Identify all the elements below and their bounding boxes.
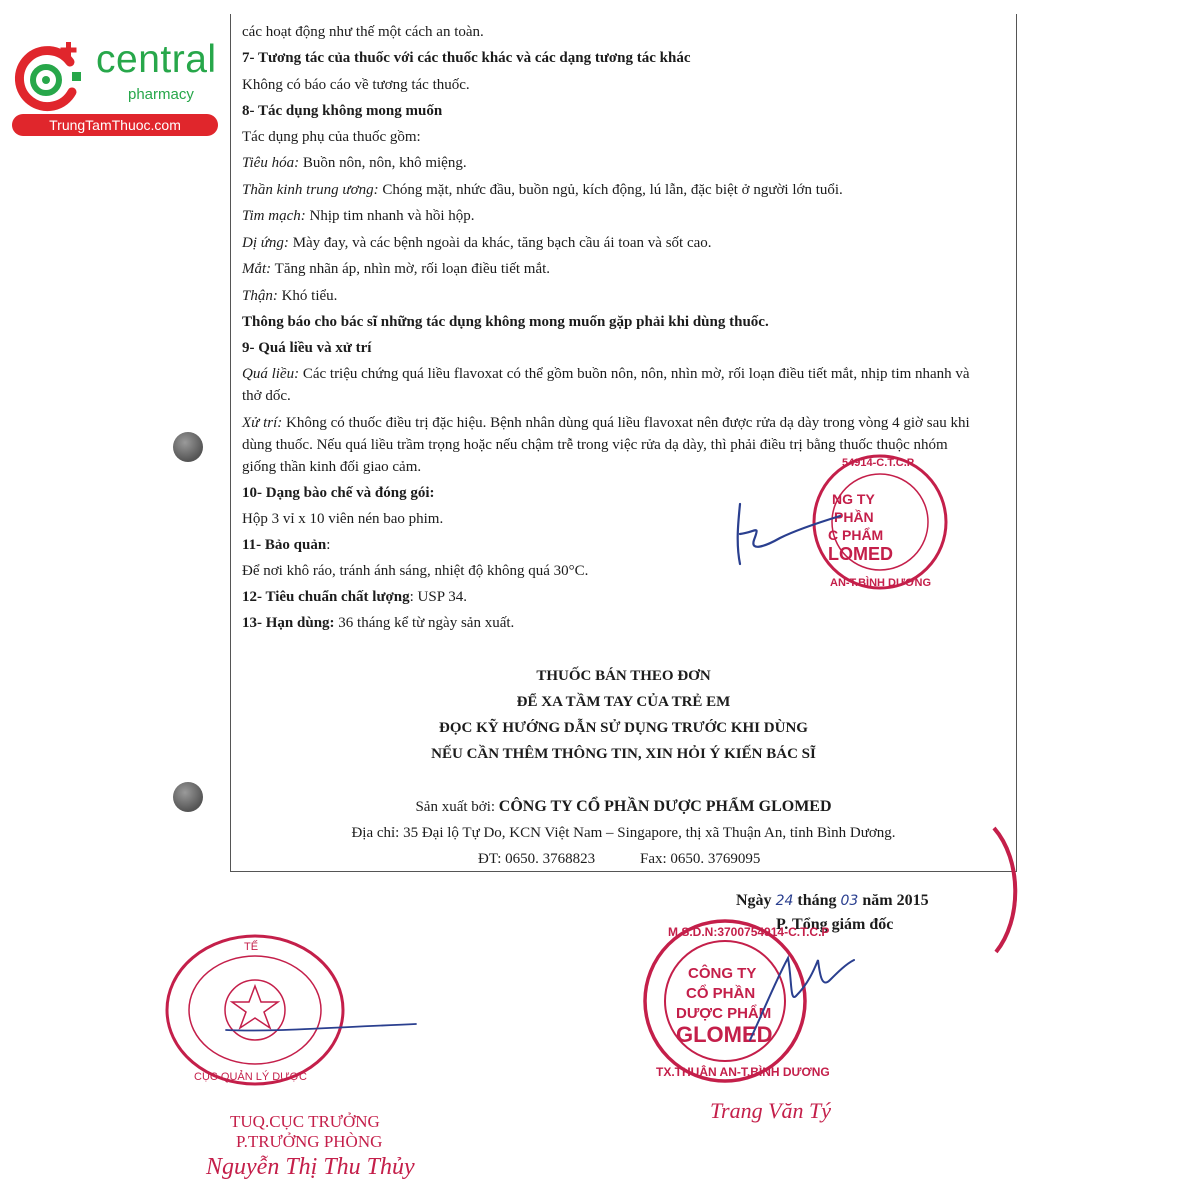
section-11-title bbox=[242, 535, 330, 555]
stamp-company-ring-top: M.S.D.N:3700754914-C.T.C.P bbox=[668, 925, 830, 939]
section-11-title-text: 11- Bảo quản bbox=[242, 537, 327, 553]
stamp-company-line-4: GLOMED bbox=[676, 1022, 773, 1047]
warning-ask-doctor: NẾU CẦN THÊM THÔNG TIN, XIN HỎI Ý KIẾN BÁC SĨ bbox=[431, 746, 816, 762]
section-12 bbox=[242, 587, 467, 607]
side-effect-text: Khó tiểu. bbox=[277, 288, 338, 304]
section-10-title: 10- Dạng bào chế và đóng gói: bbox=[242, 485, 435, 501]
manufacturer-address: Địa chỉ: 35 Đại lộ Tự Do, KCN Việt Nam – Singapore, thị xã Thuận An, tỉnh Bình Dương. bbox=[351, 825, 896, 841]
date-prefix: Ngày bbox=[736, 892, 772, 909]
punch-hole-top bbox=[173, 432, 203, 462]
treatment-line-3: giống thần kinh đối giao cảm. bbox=[242, 459, 422, 475]
section-12-text: : USP 34. bbox=[409, 589, 468, 605]
authority-ring-bottom: CỤC QUẢN LÝ DƯỢC bbox=[194, 1071, 307, 1083]
overdose-text: Các triệu chứng quá liều flavoxat có thể gồm buồn nôn, nôn, nhìn mờ, rối loạn điều tiết mắt, nhịp tim nhanh và bbox=[299, 366, 970, 382]
section-10-text: Hộp 3 vỉ x 10 viên nén bao phim. bbox=[242, 511, 444, 527]
stamp-company-ring-bottom: TX.THUẬN AN-T.BÌNH DƯƠNG bbox=[656, 1065, 830, 1079]
stamp-middle-line-2: PHẦN bbox=[834, 509, 874, 525]
edge-stamp-fragment bbox=[988, 820, 1028, 960]
treatment-label: Xử trí: bbox=[242, 415, 283, 431]
central-pharmacy-logo-icon bbox=[10, 40, 86, 116]
treatment-text: Không có thuốc điều trị đặc hiệu. Bệnh nhân dùng quá liều flavoxat nên được rửa dạ dày trong vòng 4 giờ sau khi bbox=[282, 415, 970, 431]
brand-subtitle: pharmacy bbox=[128, 86, 194, 103]
date-year: năm 2015 bbox=[862, 892, 929, 909]
overdose-line-2: thở dốc. bbox=[242, 388, 291, 404]
side-effect-digestive bbox=[242, 153, 467, 173]
signing-date bbox=[736, 891, 929, 911]
brand-url-badge[interactable]: TrungTamThuoc.com bbox=[12, 114, 218, 136]
date-month: 03 bbox=[840, 893, 859, 909]
section-8-title: 8- Tác dụng không mong muốn bbox=[242, 103, 443, 119]
warning-children: ĐỂ XA TẦM TAY CỦA TRẺ EM bbox=[516, 694, 731, 710]
section-11-text: Để nơi khô ráo, tránh ánh sáng, nhiệt độ không quá 30°C. bbox=[242, 563, 589, 579]
manufacturer-fax: Fax: 0650. 3769095 bbox=[640, 851, 761, 867]
section-13-text: 36 tháng kể từ ngày sản xuất. bbox=[334, 615, 515, 631]
date-day: 24 bbox=[775, 893, 794, 909]
section-12-title: 12- Tiêu chuẩn chất lượng bbox=[242, 589, 410, 605]
side-effect-text: Buồn nôn, nôn, khô miệng. bbox=[299, 155, 467, 171]
punch-hole-bottom bbox=[173, 782, 203, 812]
manufacturer-line bbox=[230, 797, 1017, 817]
middle-signature bbox=[726, 494, 846, 574]
side-effect-text: Tăng nhãn áp, nhìn mờ, rối loạn điều tiết mắt. bbox=[271, 261, 551, 277]
brand-name: central bbox=[96, 38, 217, 81]
section-7-text: Không có báo cáo về tương tác thuốc. bbox=[242, 77, 470, 93]
right-signature bbox=[730, 940, 860, 1050]
stamp-middle-line-1: NG TY bbox=[832, 491, 875, 507]
side-effect-label: Dị ứng: bbox=[242, 235, 289, 251]
manufacturer-phone: ĐT: 0650. 3768823 bbox=[478, 851, 596, 867]
signer-name-left: Nguyễn Thị Thu Thủy bbox=[206, 1154, 415, 1180]
side-effect-allergy bbox=[242, 233, 712, 253]
doc-line-top: các hoạt động như thế một cách an toàn. bbox=[242, 24, 484, 40]
treatment-line-2: dùng thuốc. Nếu quá liều trầm trọng hoặc nếu chậm trễ trong việc rửa dạ dày, thì phải điều trị bằng thuốc thuộc nhóm bbox=[242, 437, 948, 453]
side-effect-text: Nhịp tim nhanh và hồi hộp. bbox=[305, 208, 475, 224]
section-8-notice: Thông báo cho bác sĩ những tác dụng không mong muốn gặp phải khi dùng thuốc. bbox=[242, 314, 769, 330]
side-effect-cns bbox=[242, 180, 843, 200]
signer-title-left-2: P.TRƯỞNG PHÒNG bbox=[236, 1132, 383, 1151]
date-month-label: tháng bbox=[797, 892, 837, 909]
stamp-middle-line-4: LOMED bbox=[828, 544, 893, 564]
stamp-middle-ring-top: 54914-C.T.C.P bbox=[842, 457, 915, 469]
overdose-line-1 bbox=[242, 364, 970, 384]
signer-name-right: Trang Văn Tý bbox=[710, 1098, 832, 1123]
section-13-title: 13- Hạn dùng: bbox=[242, 615, 335, 631]
stamp-company-line-3: DƯỢC PHẨM bbox=[676, 1005, 772, 1022]
stamp-company-line-2: CỔ PHẦN bbox=[686, 985, 756, 1002]
authority-ring-top: TẾ bbox=[244, 941, 259, 953]
stamp-company-line-1: CÔNG TY bbox=[688, 965, 757, 982]
section-13 bbox=[242, 613, 514, 633]
side-effect-label: Thận: bbox=[242, 288, 278, 304]
manufacturer-name: CÔNG TY CỔ PHẦN DƯỢC PHẨM GLOMED bbox=[498, 798, 832, 815]
warning-read-instructions: ĐỌC KỸ HƯỚNG DẪN SỬ DỤNG TRƯỚC KHI DÙNG bbox=[439, 720, 808, 736]
section-7-title: 7- Tương tác của thuốc với các thuốc khác và các dạng tương tác khác bbox=[242, 50, 691, 66]
section-11-colon: : bbox=[326, 537, 331, 553]
left-signature-stroke bbox=[220, 1010, 420, 1050]
stamp-middle-line-3: C PHẨM bbox=[828, 527, 884, 543]
side-effect-label: Tiêu hóa: bbox=[242, 155, 300, 171]
side-effect-label: Thần kinh trung ương: bbox=[242, 182, 379, 198]
warning-prescription: THUỐC BÁN THEO ĐƠN bbox=[536, 668, 711, 684]
side-effect-text: Chóng mặt, nhức đầu, buồn ngủ, kích động, lú lẫn, đặc biệt ở người lớn tuổi. bbox=[378, 182, 843, 198]
side-effect-eye bbox=[242, 259, 550, 279]
treatment-line-1 bbox=[242, 413, 970, 433]
side-effect-text: Mày đay, và các bệnh ngoài da khác, tăng bạch cầu ái toan và sốt cao. bbox=[288, 235, 712, 251]
signer-title-left-1: TUQ.CỤC TRƯỞNG bbox=[230, 1112, 380, 1131]
signer-title-right: P. Tổng giám đốc bbox=[776, 916, 894, 933]
side-effect-label: Mắt: bbox=[242, 261, 272, 277]
side-effect-kidney bbox=[242, 286, 337, 306]
side-effect-label: Tim mạch: bbox=[242, 208, 306, 224]
stamp-middle-ring-bottom: AN-T.BÌNH DƯƠNG bbox=[830, 577, 932, 589]
manufacturer-label: Sản xuất bởi: bbox=[415, 799, 496, 815]
overdose-label: Quá liều: bbox=[242, 366, 300, 382]
brand-logo bbox=[10, 36, 220, 140]
section-8-intro: Tác dụng phụ của thuốc gồm: bbox=[242, 129, 421, 145]
side-effect-cardio bbox=[242, 206, 475, 226]
section-9-title: 9- Quá liều và xử trí bbox=[242, 340, 372, 356]
